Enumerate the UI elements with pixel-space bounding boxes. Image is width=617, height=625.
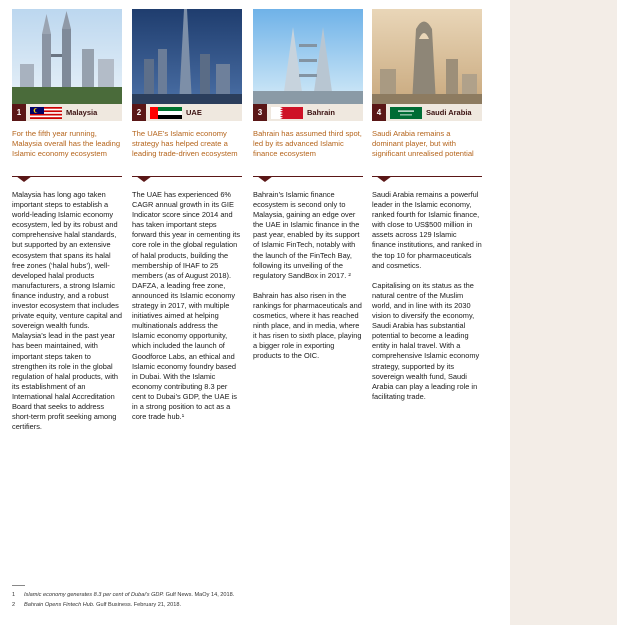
- riyadh-skyline-photo: [372, 9, 482, 104]
- footnote: [12, 591, 234, 601]
- footnote-source: Gulf News. MaOy 14, 2018.: [164, 592, 235, 598]
- bahrain-world-trade-center-photo: [253, 9, 363, 104]
- footnote-source: Gulf Business. February 21, 2018.: [94, 601, 182, 608]
- malaysia-flag-icon: [30, 107, 62, 119]
- country-label-bar: [372, 104, 482, 121]
- body-text: [132, 190, 242, 422]
- kuala-lumpur-skyline-photo: [12, 9, 122, 104]
- footnote-title: Islamic economy generates 8.3 per cent of Dubai’s GDP.: [24, 592, 165, 598]
- body-text: [253, 190, 363, 362]
- intro-text: Bahrain has assumed third spot, led by its advanced Islamic finance ecosystem: [253, 129, 362, 158]
- column-malaysia: [12, 9, 122, 442]
- column-uae: [132, 9, 242, 432]
- paragraph: Malaysia has long ago taken important steps to establish a world-leading Islamic economy ecosystem, led by its robust and comprehensive halal standards, but supported by an extensive ecosystem that spans its halal free zones (‘halal hubs’), well-developed halal products manufacturers, a strong Islamic finance industry, and a robust investor ecosystem that includes private equity, venture capital and sovereign wealth funds. Malaysia’s lead in the past year has been maintained, with important steps taken to strengthen its role in the global regulation of halal products, with its establishment of an International halal Accreditation Board that seeks to address short-term profit seeking among certifiers.: [12, 190, 122, 432]
- footnote-number: 2: [12, 601, 16, 608]
- saudi-arabia-flag-icon: [390, 107, 422, 119]
- country-label-bar: [12, 104, 122, 121]
- country-name: Bahrain: [307, 108, 335, 117]
- paragraph: Saudi Arabia remains a powerful leader in the Islamic economy, ranked fourth for Islamic finance, with close to US$500 million in assets across 129 Islamic finance institutions, and ranked in the top 10 for pharmaceuticals and cosmetics.: [372, 190, 482, 270]
- body-text: [12, 190, 122, 432]
- paragraph: Capitalising on its status as the natural centre of the Muslim world, and in line with its 2030 vision to diversify the economy, Saudi Arabia has substantial potential to become a leading entity in halal travel. With a comprehensive Islamic economy strategy, supported by its sovereign wealth fund, Saudi Arabia can play a leading role in facilitating trade.: [372, 280, 480, 401]
- rank-number: 3: [253, 104, 267, 121]
- uae-flag-icon: [150, 107, 182, 119]
- section-divider: [12, 173, 122, 183]
- column-saudi-arabia: [372, 9, 482, 412]
- country-label-bar: [253, 104, 363, 121]
- body-text: [372, 190, 482, 402]
- rank-number: 2: [132, 104, 146, 121]
- side-strip: [510, 0, 617, 625]
- paragraph: The UAE has experienced 6% CAGR annual growth in its GIE Indicator score since 2014 and has taken important steps forward this year in cementing its core role in the global regulation of halal products, building the membership of IHAF to 25 members (as of August 2018). DAFZA, a leading free zone, announced its Islamic economy strategy in 2017, with multiple initiatives aimed at helping multinationals address the Islamic economy opportunity, which included the launch of Goodforce Labs, an ethical and Islamic economy foundry based in Dubai. With the Islamic economy contributing 8.3 per cent to Dubai’s GDP, the UAE is in a strong position to act as a core trade hub.¹: [132, 190, 241, 422]
- section-divider: [372, 173, 482, 183]
- paragraph: Bahrain’s Islamic finance ecosystem is second only to Malaysia, gaining an edge over the UAE in Islamic finance in the past year, enabled by its support of Islamic FinTech, notably with the launch of the FinTech Bay, following its unveiling of the regulatory SandBox in 2017. ²: [253, 190, 360, 280]
- bahrain-flag-icon: [271, 107, 303, 119]
- country-name: Saudi Arabia: [426, 108, 472, 117]
- column-bahrain: [253, 9, 363, 372]
- dubai-skyline-photo: [132, 9, 242, 104]
- footnote-rule: [12, 585, 25, 586]
- country-name: UAE: [186, 108, 202, 117]
- rank-number: 4: [372, 104, 386, 121]
- footnote-title: Bahrain Opens Fintech Hub.: [24, 601, 95, 608]
- footnote-number: 1: [12, 592, 16, 598]
- section-divider: [253, 173, 363, 183]
- section-divider: [132, 173, 242, 183]
- country-label-bar: [132, 104, 242, 121]
- country-name: Malaysia: [66, 108, 98, 117]
- rank-number: 1: [12, 104, 26, 121]
- intro-text: For the fifth year running, Malaysia overall has the leading Islamic economy ecosystem: [12, 129, 121, 158]
- paragraph: Bahrain has also risen in the rankings for pharmaceuticals and cosmetics, where it has reached ninth place, and in media, where it has risen to sixth place, playing a bigger role in exporting products to the OIC.: [253, 290, 362, 361]
- intro-text: Saudi Arabia remains a dominant player, but with significant unrealised potential: [372, 129, 474, 158]
- intro-text: The UAE’s Islamic economy strategy has helped create a leading trade-driven ecosystem: [132, 129, 238, 158]
- footnote: [12, 601, 234, 611]
- footnotes: [12, 591, 234, 610]
